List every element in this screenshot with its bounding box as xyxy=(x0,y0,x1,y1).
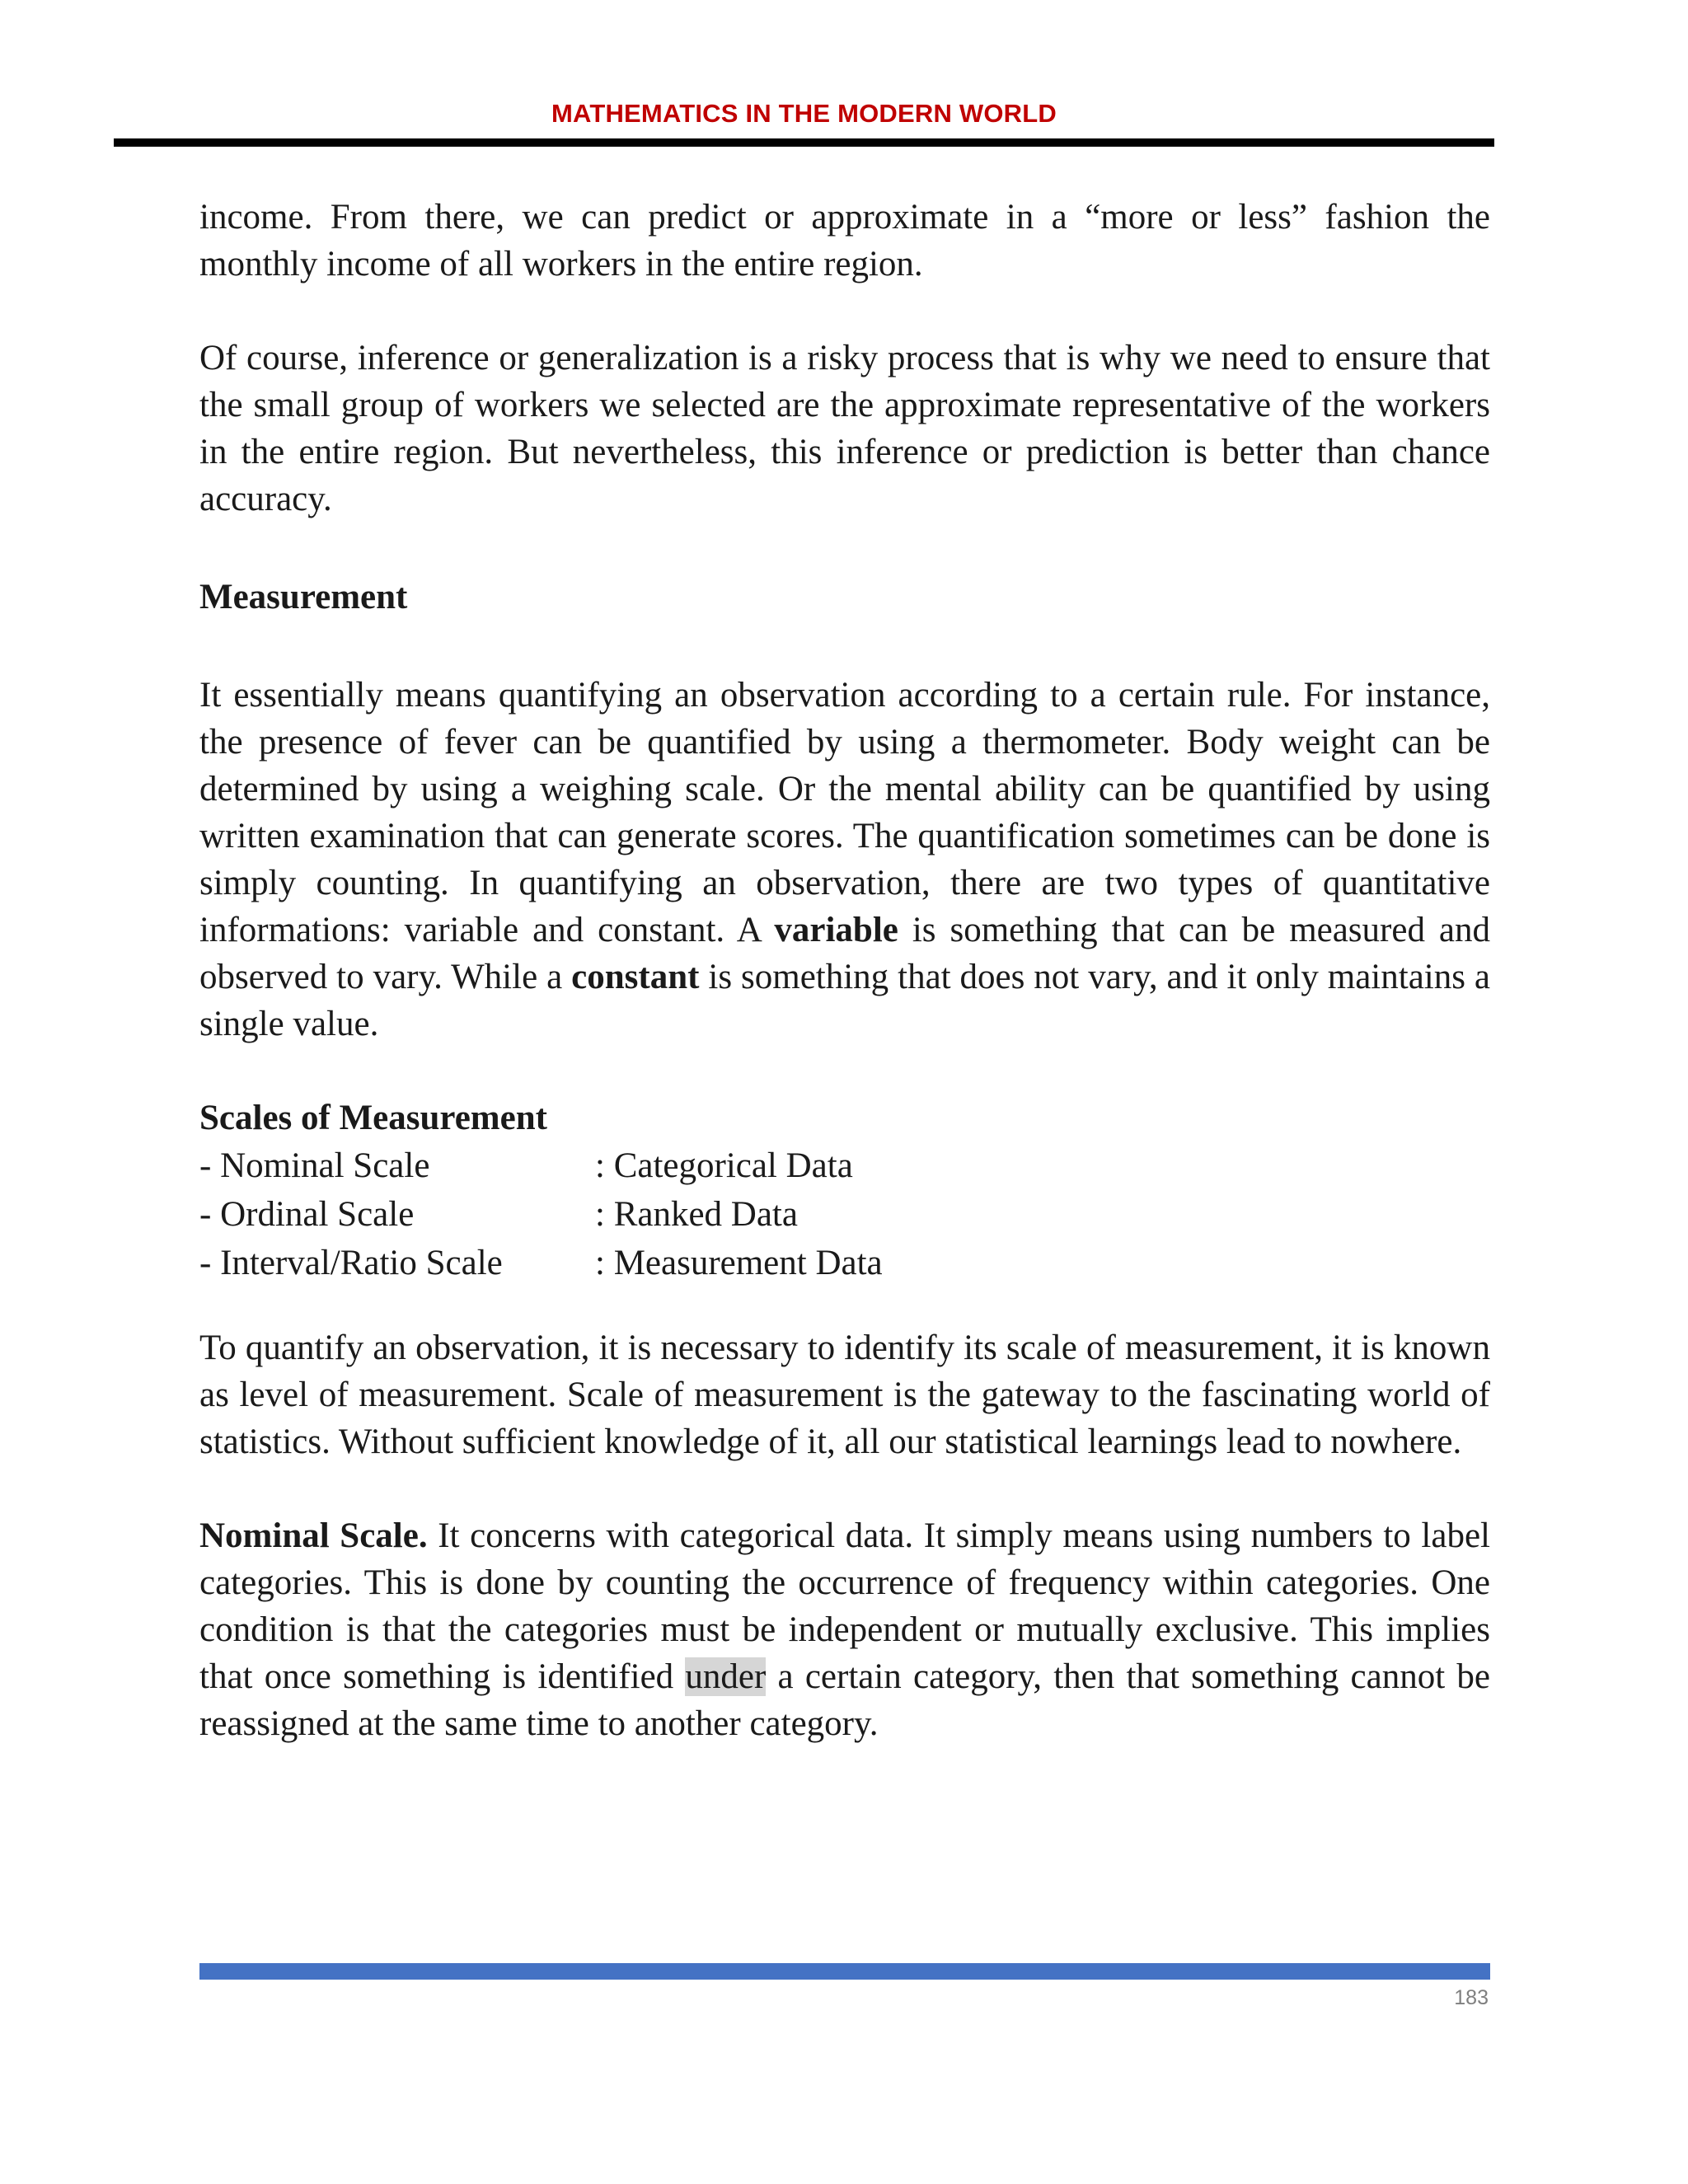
measurement-text-2: is something that can be measured and observed to vary. While a xyxy=(199,911,1490,996)
highlighted-word[interactable]: under xyxy=(685,1657,767,1696)
scale-name: - Interval/Ratio Scale xyxy=(199,1244,503,1282)
scale-name: - Ordinal Scale xyxy=(199,1195,415,1234)
page-number: 183 xyxy=(1454,1986,1489,2009)
scale-description: : Categorical Data xyxy=(595,1146,853,1185)
measurement-text-1: It essentially means quantifying an observation according to a certain rule. For instance, the presence of fever can be quantified by using a thermometer. Body weight can be determined by using a weighing scale. Or the mental ability can be quantified by using written examination that can generate scores. The quantification sometimes can be done is simply counting. In quantifying an observation, there are two types of quantitative informations: variable and constant. A xyxy=(199,676,1490,949)
scales-list xyxy=(199,1141,1490,1287)
footer-bar xyxy=(199,1963,1490,1980)
term-constant: constant xyxy=(571,958,700,996)
heading-scales-of-measurement: Scales of Measurement xyxy=(199,1099,547,1137)
paragraph-nominal-scale xyxy=(199,1512,1490,1747)
page-content xyxy=(199,194,1490,1747)
term-nominal-scale: Nominal Scale. xyxy=(199,1516,428,1555)
scale-name: - Nominal Scale xyxy=(199,1146,430,1185)
paragraph-income: income. From there, we can predict or approximate in a “more or less” fashion the monthly income of all workers in the entire region. xyxy=(199,198,1490,284)
scale-description: : Measurement Data xyxy=(595,1244,883,1282)
scale-row-ordinal xyxy=(199,1190,1490,1239)
nominal-text-2: a certain category, then that something cannot be reassigned at the same time to another category. xyxy=(199,1657,1490,1743)
paragraph-inference: Of course, inference or generalization is a risky process that is why we need to ensure that the small group of workers we selected are the approximate representative of the workers in the entire region. But nevertheless, this inference or prediction is better than chance accuracy. xyxy=(199,339,1490,518)
scale-row-interval-ratio xyxy=(199,1239,1490,1287)
header-rule xyxy=(114,138,1494,147)
heading-measurement: Measurement xyxy=(199,578,408,616)
measurement-text-3: is something that does not vary, and it only maintains a single value. xyxy=(199,958,1490,1043)
scale-description: : Ranked Data xyxy=(595,1195,798,1234)
scale-row-nominal xyxy=(199,1141,1490,1190)
nominal-text-1: It concerns with categorical data. It simply means using numbers to label categories. This is done by counting the occurrence of frequency within categories. One condition is that the categories must be independent or mutually exclusive. This implies that once something is identified xyxy=(199,1516,1490,1696)
term-variable: variable xyxy=(774,911,898,949)
paragraph-measurement xyxy=(199,672,1490,1047)
paragraph-quantify: To quantify an observation, it is necessary to identify its scale of measurement, it is known as level of measurement. Scale of measurement is the gateway to the fascinating world of statistics. Without sufficient knowledge of it, all our statistical learnings lead to nowhere. xyxy=(199,1329,1490,1461)
page-header-title: MATHEMATICS IN THE MODERN WORLD xyxy=(551,99,1057,128)
